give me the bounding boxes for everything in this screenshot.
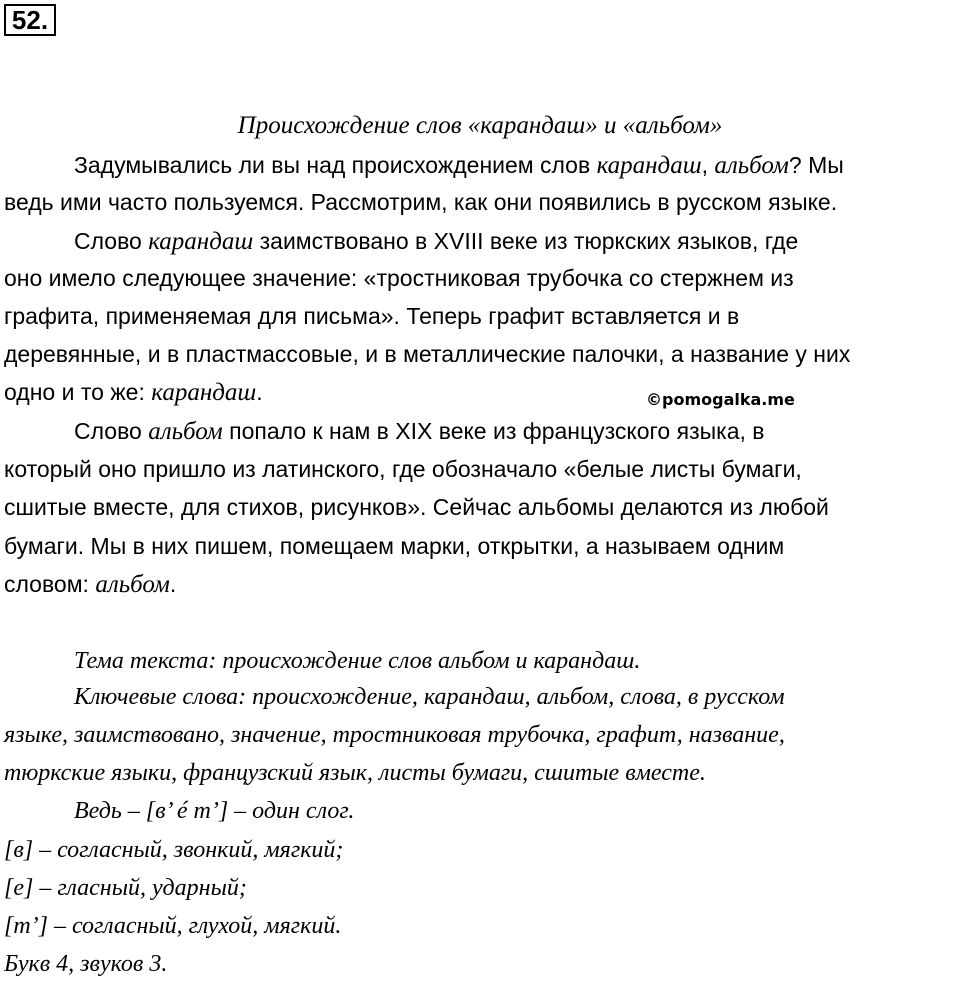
answer-keywords-2: языке, заимствовано, значение, тростниковая трубочка, графит, название, (4, 722, 785, 748)
p3-line-2: который оно пришло из латинского, где обозначало «белые листы бумаги, (4, 456, 802, 482)
p2-line-2: оно имело следующее значение: «тростниковая трубочка со стержнем из (4, 265, 794, 291)
p3-line-4: бумаги. Мы в них пишем, помещаем марки, открытки, а называем одним (4, 533, 785, 559)
answer-keywords-1: Ключевые слова: происхождение, карандаш, альбом, слова, в русском (74, 684, 785, 710)
answer-sound-1: [в] – согласный, звонкий, мягкий; (4, 837, 344, 863)
answer-sound-2: [е] – гласный, ударный; (4, 875, 247, 901)
p1-line-2: ведь ими часто пользуемся. Рассмотрим, как они появились в русском языке. (4, 189, 838, 215)
p2-line-3: графита, применяемая для письма». Теперь графит вставляется и в (4, 303, 740, 329)
p2-line-4: деревянные, и в пластмассовые, и в металлические палочки, а название у них (4, 341, 851, 367)
p3-line-5: словом: альбом. (4, 571, 177, 598)
text-title: Происхождение слов «карандаш» и «альбом» (237, 112, 723, 139)
answer-phonetic: Ведь – [в’ é т’] – один слог. (74, 798, 355, 824)
answer-theme: Тема текста: происхождение слов альбом и карандаш. (74, 648, 641, 674)
answer-sound-3: [т’] – согласный, глухой, мягкий. (4, 913, 342, 939)
p2-line-1: Слово карандаш заимствовано в XVIII веке из тюркских языков, где (74, 228, 799, 255)
p2-line-5: одно и то же: карандаш. (4, 379, 263, 406)
p1-line-1: Задумывались ли вы над происхождением слов карандаш, альбом? Мы (74, 152, 844, 179)
watermark: ©pomogalka.me (646, 390, 795, 409)
p3-line-3: сшитые вместе, для стихов, рисунков». Сейчас альбомы делаются из любой (4, 494, 829, 520)
answer-count: Букв 4, звуков 3. (4, 951, 168, 977)
answer-keywords-3: тюркские языки, французский язык, листы бумаги, сшитые вместе. (4, 760, 706, 786)
p3-line-1: Слово альбом попало к нам в XIX веке из французского языка, в (74, 418, 765, 445)
exercise-number: 52. (4, 4, 56, 36)
